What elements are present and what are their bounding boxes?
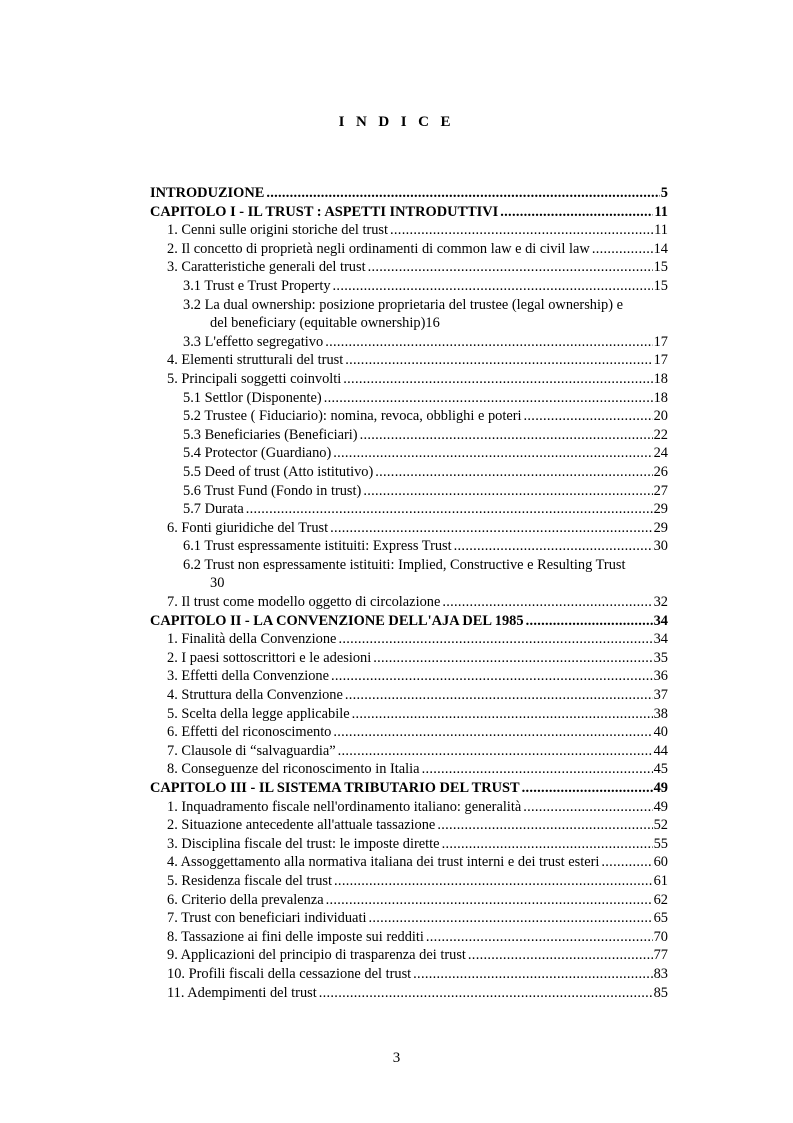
toc-entry-page: 27 xyxy=(653,482,668,499)
toc-entry-page: 29 xyxy=(653,501,668,518)
toc-entry[interactable] xyxy=(150,853,668,872)
dot-leader xyxy=(317,984,653,1003)
toc-entry-page: 22 xyxy=(653,426,668,443)
toc-entry-title: 4. Elementi strutturali del trust xyxy=(167,352,344,369)
toc-entry-page: 26 xyxy=(653,463,668,480)
dot-leader xyxy=(332,872,653,891)
dot-leader xyxy=(350,705,653,724)
toc-entry-page: 18 xyxy=(653,370,668,387)
dot-leader xyxy=(343,351,652,370)
toc-entry-page: 83 xyxy=(653,965,668,982)
dot-leader xyxy=(336,742,653,761)
dot-leader xyxy=(366,909,652,928)
toc-entry-title: INTRODUZIONE xyxy=(150,185,265,201)
toc-entry-page: 65 xyxy=(653,910,668,927)
toc-entry-title: 11. Adempimenti del trust xyxy=(167,984,317,1001)
toc-entry[interactable] xyxy=(150,463,668,482)
toc-entry-title: 6. Effetti del riconoscimento xyxy=(167,724,332,741)
toc-entry-title: 4. Assoggettamento alla normativa italiana dei trust interni e dei trust esteri xyxy=(167,854,600,871)
toc-entry-title: 3. Caratteristiche generali del trust xyxy=(167,259,366,276)
toc-entry-title: 7. Il trust come modello oggetto di circolazione xyxy=(167,594,441,611)
dot-leader xyxy=(329,667,653,686)
dot-leader xyxy=(466,946,653,965)
dot-leader xyxy=(323,333,652,352)
toc-entry-page: 34 xyxy=(653,612,668,629)
toc-entry-title: 7. Trust con beneficiari individuati xyxy=(167,910,367,927)
toc-entry-page: 17 xyxy=(653,352,668,369)
toc-entry-title: 6.1 Trust espressamente istituiti: Express Trust xyxy=(183,538,452,555)
toc-entry-title: 10. Profili fiscali della cessazione del trust xyxy=(167,965,412,982)
toc-entry[interactable] xyxy=(150,872,668,891)
toc-entry-title: 4. Struttura della Convenzione xyxy=(167,687,343,704)
toc-entry-title: 2. I paesi sottoscrittori e le adesioni xyxy=(167,649,372,666)
toc-entry[interactable] xyxy=(150,500,668,519)
toc-entry-page: 30 xyxy=(653,538,668,555)
toc-entry[interactable] xyxy=(150,314,668,333)
toc-entry[interactable] xyxy=(150,891,668,910)
toc-entry-page: 32 xyxy=(653,594,668,611)
toc-entry[interactable] xyxy=(150,946,668,965)
dot-leader xyxy=(371,649,652,668)
toc-entry-page: 70 xyxy=(653,928,668,945)
dot-leader xyxy=(424,928,653,947)
toc-entry-page: 77 xyxy=(653,947,668,964)
toc-entry[interactable] xyxy=(150,630,668,649)
dot-leader xyxy=(322,389,653,408)
dot-leader xyxy=(328,519,653,538)
dot-leader xyxy=(343,686,653,705)
toc-entry-title: 6. Criterio della prevalenza xyxy=(167,891,324,908)
toc-entry-page: 44 xyxy=(653,742,668,759)
toc-entry-page: 18 xyxy=(653,389,668,406)
toc-entry-page: 17 xyxy=(653,333,668,350)
toc-entry-page: 20 xyxy=(653,408,668,425)
toc-entry[interactable] xyxy=(150,240,668,259)
toc-entry-title: 5.4 Protector (Guardiano) xyxy=(183,445,332,462)
toc-entry[interactable] xyxy=(150,612,668,631)
toc-entry-title: 5. Principali soggetti coinvolti xyxy=(167,370,342,387)
dot-leader xyxy=(440,593,652,612)
dot-leader xyxy=(411,965,652,984)
toc-entry[interactable] xyxy=(150,723,668,742)
toc-entry-page: 38 xyxy=(653,705,668,722)
toc-entry-title: 3. Disciplina fiscale del trust: le imposte dirette xyxy=(167,835,440,852)
toc-entry[interactable] xyxy=(150,537,668,556)
dot-leader xyxy=(388,221,653,240)
toc-entry[interactable] xyxy=(150,444,668,463)
toc-entry[interactable] xyxy=(150,221,668,240)
toc-entry-page: 61 xyxy=(653,872,668,889)
toc-entry-page: 11 xyxy=(654,203,668,220)
toc-entry[interactable] xyxy=(150,779,668,798)
toc-entry-title: 6. Fonti giuridiche del Trust xyxy=(167,519,329,536)
dot-leader xyxy=(373,463,652,482)
toc-entry-title: 3.3 L'effetto segregativo xyxy=(183,333,324,350)
toc-entry-title: 5. Scelta della legge applicabile xyxy=(167,705,350,722)
dot-leader xyxy=(341,370,652,389)
dot-leader xyxy=(435,816,652,835)
toc-entry-page: 5 xyxy=(660,185,668,201)
toc-entry-title: 2. Il concetto di proprietà negli ordinamenti di common law e di civil law xyxy=(167,240,590,257)
toc-entry-title: 5.3 Beneficiaries (Beneficiari) xyxy=(183,426,358,443)
dot-leader xyxy=(522,407,653,426)
toc-entry[interactable] xyxy=(150,965,668,984)
toc-entry-title: 5.2 Trustee ( Fiduciario): nomina, revoca, obblighi e poteri xyxy=(183,408,522,425)
toc-entry-title: 1. Inquadramento fiscale nell'ordinamento italiano: generalità xyxy=(167,798,522,815)
toc-entry-title: 5.7 Durata xyxy=(183,501,244,518)
toc-entry-title: 3. Effetti della Convenzione xyxy=(167,668,329,685)
toc-entry-page: 35 xyxy=(653,649,668,666)
toc-entry-title[interactable]: 3.2 La dual ownership: posizione proprietaria del trustee (legal ownership) e xyxy=(183,296,623,313)
toc-entry[interactable] xyxy=(150,928,668,947)
dot-leader xyxy=(498,203,653,222)
toc-entry-page: 55 xyxy=(653,835,668,852)
page-title: I N D I C E xyxy=(338,114,455,130)
toc-entry-page: 49 xyxy=(653,798,668,815)
dot-leader xyxy=(324,891,653,910)
toc-entry-page: 40 xyxy=(653,724,668,741)
toc-entry[interactable] xyxy=(150,519,668,538)
toc-entry[interactable] xyxy=(150,649,668,668)
dot-leader xyxy=(452,537,653,556)
toc-entry-title: 1. Cenni sulle origini storiche del trust xyxy=(167,222,389,239)
toc-entry-title: CAPITOLO II - LA CONVENZIONE DELL'AJA DEL 1985 xyxy=(150,612,524,629)
toc-entry[interactable] xyxy=(150,742,668,761)
toc-entry-title: 5.1 Settlor (Disponente) xyxy=(183,389,322,406)
toc-entry-page: 29 xyxy=(653,519,668,536)
toc-entry-title-continued: del beneficiary (equitable ownership) xyxy=(210,315,426,332)
toc-entry-page: 30 xyxy=(210,575,225,592)
dot-leader xyxy=(366,258,653,277)
toc-entry[interactable] xyxy=(150,686,668,705)
toc-entry[interactable] xyxy=(150,258,668,277)
toc-entry[interactable] xyxy=(150,835,668,854)
page-number: 3 xyxy=(392,1050,401,1066)
toc-entry-page: 36 xyxy=(653,668,668,685)
toc-entry-page: 11 xyxy=(654,222,668,239)
dot-leader xyxy=(524,612,653,631)
toc-entry-page: 24 xyxy=(653,445,668,462)
dot-leader xyxy=(336,630,652,649)
dot-leader xyxy=(521,798,652,817)
dot-leader xyxy=(520,779,653,798)
toc-entry[interactable] xyxy=(150,798,668,817)
toc-entry[interactable] xyxy=(150,909,668,928)
toc-entry[interactable] xyxy=(150,370,668,389)
toc-entry-title: 2. Situazione antecedente all'attuale tassazione xyxy=(167,817,436,834)
toc-entry[interactable] xyxy=(150,816,668,835)
toc-entry-title: 8. Conseguenze del riconoscimento in Italia xyxy=(167,761,420,778)
toc-entry-page: 16 xyxy=(425,315,440,332)
toc-entry-page: 45 xyxy=(653,761,668,778)
toc-entry-page: 15 xyxy=(653,277,668,294)
toc-entry[interactable] xyxy=(150,407,668,426)
toc-entry-title: CAPITOLO I - IL TRUST : ASPETTI INTRODUTTIVI xyxy=(150,203,499,220)
toc-entry-title: 5.5 Deed of trust (Atto istitutivo) xyxy=(183,463,374,480)
toc-entry-title[interactable]: 6.2 Trust non espressamente istituiti: Implied, Constructive e Resulting Trust xyxy=(183,556,626,573)
toc-entry[interactable] xyxy=(150,705,668,724)
dot-leader xyxy=(440,835,653,854)
toc-entry[interactable] xyxy=(150,333,668,352)
toc-entry-page: 37 xyxy=(653,687,668,704)
toc-entry-title: CAPITOLO III - IL SISTEMA TRIBUTARIO DEL TRUST xyxy=(150,780,520,796)
toc-entry-title: 8. Tassazione ai fini delle imposte sui redditi xyxy=(167,928,424,945)
toc-entry-page: 62 xyxy=(653,891,668,908)
toc-entry[interactable] xyxy=(150,760,668,779)
toc-entry[interactable] xyxy=(150,574,668,593)
toc-entry-title: 1. Finalità della Convenzione xyxy=(167,631,337,648)
dot-leader xyxy=(331,444,652,463)
dot-leader xyxy=(599,853,652,872)
toc-entry[interactable] xyxy=(150,984,668,1003)
toc-entry-page: 34 xyxy=(653,631,668,648)
table-of-contents xyxy=(150,184,668,1002)
toc-entry[interactable] xyxy=(150,667,668,686)
dot-leader xyxy=(264,184,659,203)
toc-entry-page: 14 xyxy=(653,240,668,257)
toc-entry[interactable] xyxy=(150,351,668,370)
dot-leader xyxy=(590,240,653,259)
toc-entry-title: 9. Applicazioni del principio di trasparenza dei trust xyxy=(167,947,466,964)
dot-leader xyxy=(361,482,652,501)
toc-entry-page: 15 xyxy=(653,259,668,276)
dot-leader xyxy=(244,500,653,519)
toc-entry[interactable] xyxy=(150,277,668,296)
toc-entry-page: 85 xyxy=(653,984,668,1001)
toc-entry[interactable] xyxy=(150,389,668,408)
toc-entry-page: 60 xyxy=(653,854,668,871)
dot-leader xyxy=(331,277,653,296)
toc-entry-page: 52 xyxy=(653,817,668,834)
toc-entry[interactable] xyxy=(150,184,668,203)
toc-entry-title: 3.1 Trust e Trust Property xyxy=(183,277,331,294)
dot-leader xyxy=(420,760,653,779)
toc-entry-page: 49 xyxy=(653,780,668,796)
toc-entry-title: 7. Clausole di “salvaguardia” xyxy=(167,742,336,759)
toc-entry-title: 5.6 Trust Fund (Fondo in trust) xyxy=(183,482,362,499)
toc-entry-title: 5. Residenza fiscale del trust xyxy=(167,872,333,889)
dot-leader xyxy=(331,723,652,742)
toc-entry[interactable] xyxy=(150,593,668,612)
toc-entry[interactable] xyxy=(150,203,668,222)
toc-entry[interactable] xyxy=(150,482,668,501)
dot-leader xyxy=(358,426,653,445)
toc-entry[interactable] xyxy=(150,426,668,445)
